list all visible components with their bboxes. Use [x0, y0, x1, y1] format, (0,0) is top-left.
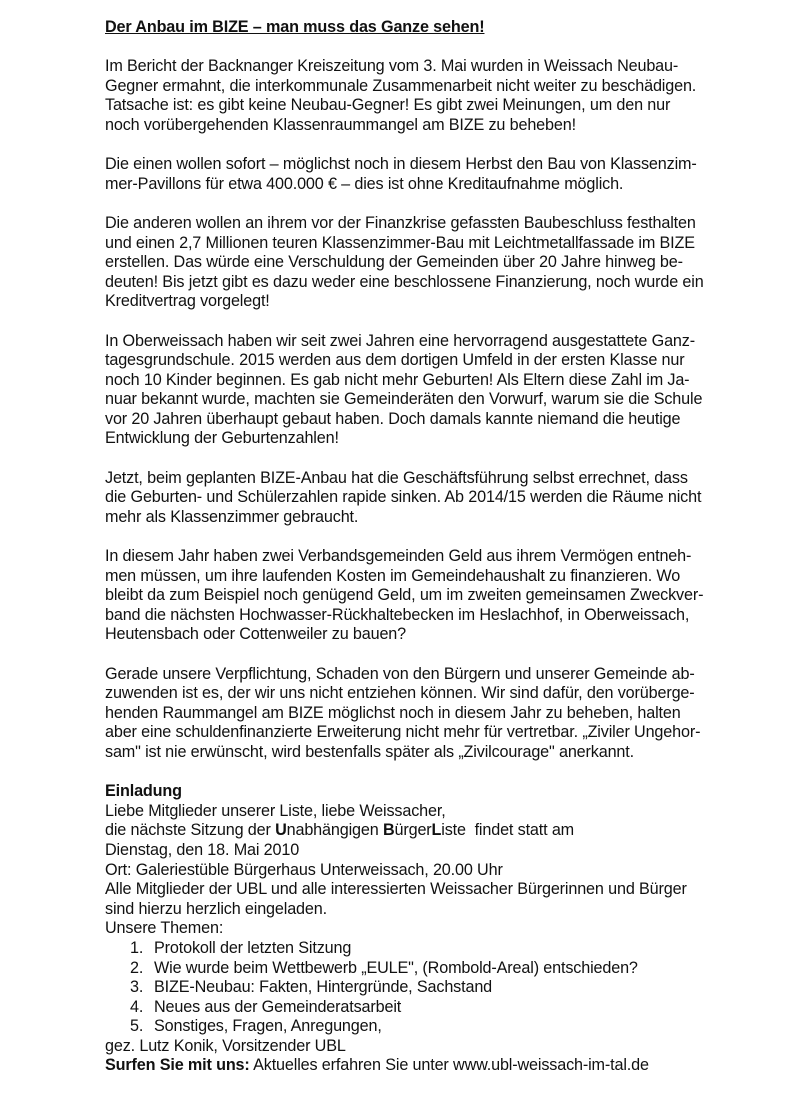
text-line: henden Raummangel am BIZE möglichst noch in diesem Jahr zu beheben, halten [105, 703, 681, 722]
initial-l: L [431, 821, 442, 840]
agenda-text: Protokoll der letzten Sitzung [154, 938, 352, 957]
text-line: aber eine schuldenfinanzierte Erweiterung nicht mehr für vertretbar. „Ziviler Ungehor- [105, 723, 701, 742]
article-paragraph-3 [105, 214, 795, 312]
text-line: mer-Pavillons für etwa 400.000 € – dies ist ohne Kreditaufnahme möglich. [105, 174, 624, 193]
audience-line: sind hierzu herzlich eingeladen. [105, 899, 327, 918]
agenda-number: 1. [130, 938, 144, 957]
topics-label: Unsere Themen: [105, 919, 224, 938]
text-line: band die nächsten Hochwasser-Rückhaltebecken im Heslachhof, in Oberweissach, [105, 605, 690, 624]
text-line: erstellen. Das würde eine Verschuldung der Gemeinden über 20 Jahre hinweg be- [105, 253, 683, 272]
invitation-heading: Einladung [105, 782, 182, 801]
meeting-suffix: findet statt am [465, 821, 575, 840]
text-line: mehr als Klassenzimmer gebraucht. [105, 507, 359, 526]
word-rest: ürger [394, 821, 432, 840]
text-line: deuten! Bis jetzt gibt es dazu weder eine beschlossene Finanzierung, noch wurde ein [105, 272, 704, 291]
text-line: nuar bekannt wurde, machten sie Gemeinderäten den Vorwurf, warum sie die Schule [105, 390, 703, 409]
text-line: men müssen, um ihre laufenden Kosten im Gemeindehaushalt zu finanzieren. Wo [105, 566, 681, 585]
agenda-number: 5. [130, 1017, 144, 1036]
meeting-date: Dienstag, den 18. Mai 2010 [105, 840, 300, 859]
text-line: zuwenden ist es, der wir uns nicht entziehen können. Wir sind dafür, den vorüberge- [105, 684, 695, 703]
article-paragraph-6 [105, 547, 795, 645]
text-line: Die anderen wollen an ihrem vor der Finanzkrise gefassten Baubeschluss festhalten [105, 213, 696, 232]
agenda-list [105, 939, 795, 1037]
signature: gez. Lutz Konik, Vorsitzender UBL [105, 1036, 346, 1055]
initial-u: U [275, 821, 287, 840]
meeting-location: Ort: Galeriestüble Bürgerhaus Unterweissach, 20.00 Uhr [105, 860, 503, 879]
agenda-number: 3. [130, 978, 144, 997]
invitation-greeting: Liebe Mitglieder unserer Liste, liebe Weissacher, [105, 801, 446, 820]
agenda-text: Wie wurde beim Wettbewerb „EULE", (Rombold-Areal) entschieden? [154, 958, 638, 977]
text-line: Kreditvertrag vorgelegt! [105, 292, 270, 311]
meeting-announcement [105, 821, 795, 841]
article-paragraph-7 [105, 665, 795, 763]
text-line: sam" ist nie erwünscht, wird bestenfalls später als „Zivilcourage" anerkannt. [105, 742, 634, 761]
text-line: tagesgrundschule. 2015 werden aus dem dortigen Umfeld in der ersten Klasse nur [105, 351, 685, 370]
article-title: Der Anbau im BIZE – man muss das Ganze sehen! [105, 18, 485, 36]
invitation-section [105, 782, 795, 1076]
word-rest: nabhängigen [286, 821, 383, 840]
agenda-item [105, 998, 795, 1018]
text-line: vor 20 Jahren überhaupt gebaut haben. Doch damals kannte niemand die heutige [105, 409, 681, 428]
agenda-item [105, 959, 795, 979]
website-link[interactable]: www.ubl-weissach-im-tal.de [453, 1056, 649, 1075]
agenda-text: BIZE-Neubau: Fakten, Hintergründe, Sachstand [154, 978, 493, 997]
document-page [105, 18, 795, 1076]
text-line: die Geburten- und Schülerzahlen rapide sinken. Ab 2014/15 werden die Räume nicht [105, 488, 702, 507]
text-line: noch vorübergehenden Klassenraummangel am BIZE zu beheben! [105, 115, 576, 134]
text-line: noch 10 Kinder beginnen. Es gab nicht mehr Geburten! Als Eltern diese Zahl im Ja- [105, 370, 690, 389]
surf-label: Surfen Sie mit uns: [105, 1056, 250, 1075]
agenda-number: 4. [130, 997, 144, 1016]
text-line: Jetzt, beim geplanten BIZE-Anbau hat die Geschäftsführung selbst errechnet, dass [105, 468, 688, 487]
agenda-text: Neues aus der Gemeinderatsarbeit [154, 997, 402, 1016]
agenda-text: Sonstiges, Fragen, Anregungen, [154, 1017, 382, 1036]
text-line: und einen 2,7 Millionen teuren Klassenzimmer-Bau mit Leichtmetallfassade im BIZE [105, 233, 695, 252]
agenda-item [105, 939, 795, 959]
text-line: bleibt da zum Beispiel noch genügend Geld, um im zweiten gemeinsamen Zweckver- [105, 586, 704, 605]
agenda-number: 2. [130, 958, 144, 977]
meeting-prefix: die nächste Sitzung der [105, 821, 276, 840]
article-paragraph-4 [105, 332, 795, 450]
text-line: Tatsache ist: es gibt keine Neubau-Gegner! Es gibt zwei Meinungen, um den nur [105, 96, 671, 115]
agenda-item [105, 978, 795, 998]
text-line: Heutensbach oder Cottenweiler zu bauen? [105, 625, 407, 644]
word-rest: iste [441, 821, 466, 840]
text-line: Im Bericht der Backnanger Kreiszeitung vom 3. Mai wurden in Weissach Neubau- [105, 57, 679, 76]
article-paragraph-2 [105, 155, 795, 194]
audience-line: Alle Mitglieder der UBL und alle interessierten Weissacher Bürgerinnen und Bürger [105, 880, 687, 899]
agenda-item [105, 1017, 795, 1037]
article-paragraph-5 [105, 469, 795, 528]
initial-b: B [382, 821, 395, 840]
text-line: Entwicklung der Geburtenzahlen! [105, 429, 339, 448]
website-line [105, 1056, 795, 1076]
text-line: Gerade unsere Verpflichtung, Schaden von den Bürgern und unserer Gemeinde ab- [105, 664, 695, 683]
article-paragraph-1 [105, 57, 795, 135]
text-line: Gegner ermahnt, die interkommunale Zusammenarbeit nicht weiter zu beschädigen. [105, 76, 697, 95]
text-line: In diesem Jahr haben zwei Verbandsgemeinden Geld aus ihrem Vermögen entneh- [105, 547, 692, 566]
surf-text: Aktuelles erfahren Sie unter [249, 1056, 454, 1075]
text-line: Die einen wollen sofort – möglichst noch in diesem Herbst den Bau von Klassenzim- [105, 155, 697, 174]
text-line: In Oberweissach haben wir seit zwei Jahren eine hervorragend ausgestattete Ganz- [105, 331, 695, 350]
